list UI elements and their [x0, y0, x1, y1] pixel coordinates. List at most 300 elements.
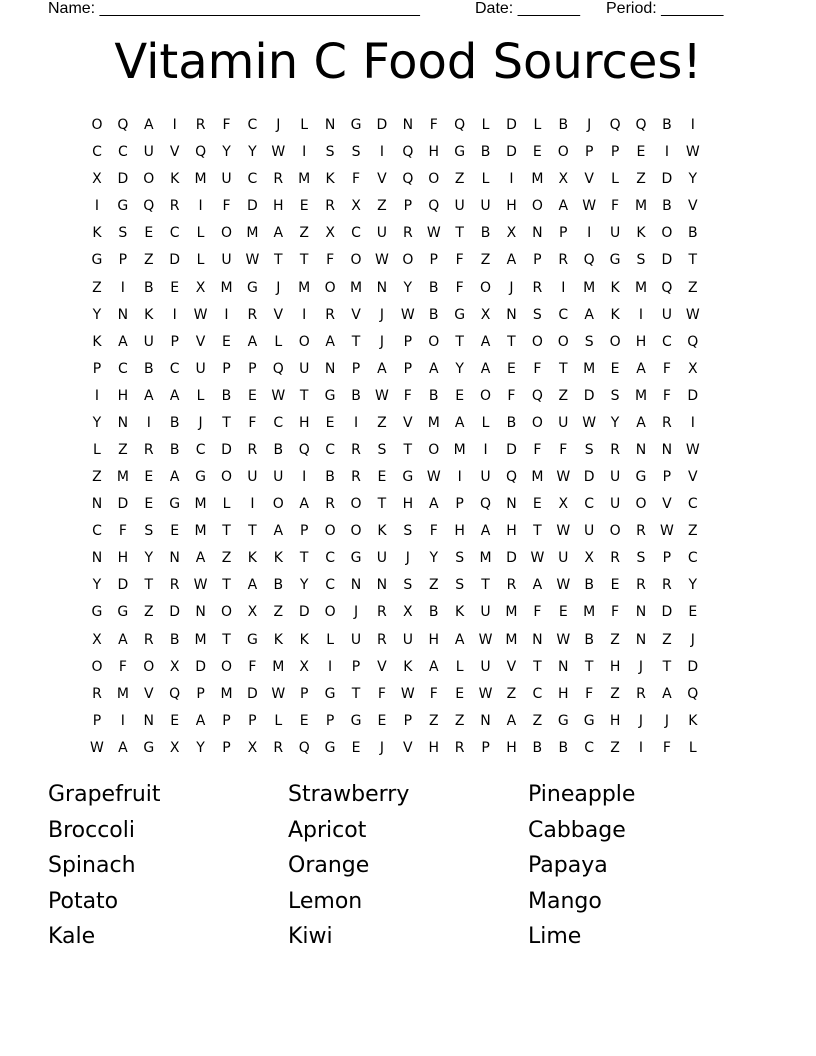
- grid-letter[interactable]: H: [117, 387, 129, 404]
- grid-letter[interactable]: F: [118, 658, 127, 675]
- grid-letter[interactable]: D: [661, 604, 673, 621]
- grid-letter[interactable]: G: [454, 144, 466, 161]
- grid-letter[interactable]: N: [661, 441, 673, 458]
- grid-letter[interactable]: V: [273, 306, 284, 323]
- grid-letter[interactable]: E: [170, 279, 180, 296]
- grid-letter[interactable]: M: [505, 604, 518, 621]
- grid-letter[interactable]: M: [634, 198, 648, 215]
- grid-letter[interactable]: Q: [687, 333, 699, 350]
- grid-letter[interactable]: B: [558, 739, 569, 756]
- grid-letter[interactable]: A: [558, 198, 569, 215]
- grid-letter[interactable]: A: [169, 469, 180, 486]
- grid-letter[interactable]: U: [195, 360, 206, 377]
- grid-letter[interactable]: P: [92, 360, 102, 377]
- grid-letter[interactable]: M: [220, 279, 233, 296]
- grid-letter[interactable]: K: [688, 712, 698, 729]
- grid-letter[interactable]: V: [688, 469, 698, 486]
- grid-letter[interactable]: W: [271, 685, 286, 702]
- grid-letter[interactable]: O: [324, 604, 336, 621]
- grid-letter[interactable]: T: [403, 441, 413, 458]
- grid-letter[interactable]: S: [610, 387, 620, 404]
- grid-letter[interactable]: U: [143, 144, 154, 161]
- grid-letter[interactable]: F: [429, 523, 438, 540]
- grid-letter[interactable]: A: [454, 631, 465, 648]
- grid-letter[interactable]: D: [221, 441, 232, 458]
- grid-letter[interactable]: B: [428, 387, 439, 404]
- grid-letter[interactable]: X: [506, 225, 517, 242]
- grid-letter[interactable]: Z: [221, 550, 232, 567]
- grid-letter[interactable]: H: [506, 198, 517, 215]
- grid-letter[interactable]: C: [325, 550, 335, 567]
- grid-letter[interactable]: L: [455, 658, 464, 675]
- grid-letter[interactable]: H: [428, 144, 439, 161]
- grid-letter[interactable]: K: [325, 171, 335, 188]
- grid-letter[interactable]: T: [299, 550, 309, 567]
- grid-letter[interactable]: R: [195, 117, 206, 134]
- grid-letter[interactable]: C: [195, 441, 206, 458]
- grid-letter[interactable]: R: [506, 577, 517, 594]
- grid-letter[interactable]: U: [221, 171, 232, 188]
- grid-letter[interactable]: Q: [635, 117, 647, 134]
- grid-letter[interactable]: X: [558, 496, 569, 513]
- grid-letter[interactable]: R: [351, 469, 361, 486]
- grid-letter[interactable]: M: [583, 279, 596, 296]
- grid-letter[interactable]: Y: [455, 360, 464, 377]
- grid-letter[interactable]: X: [351, 198, 361, 215]
- grid-letter[interactable]: C: [325, 577, 335, 594]
- grid-letter[interactable]: W: [556, 631, 571, 648]
- grid-letter[interactable]: M: [453, 441, 466, 458]
- grid-letter[interactable]: U: [376, 225, 388, 242]
- grid-letter[interactable]: R: [273, 171, 284, 188]
- grid-letter[interactable]: A: [325, 333, 335, 350]
- grid-letter[interactable]: A: [428, 360, 439, 377]
- grid-letter[interactable]: O: [220, 658, 232, 675]
- grid-letter[interactable]: O: [324, 523, 336, 540]
- grid-letter[interactable]: O: [480, 279, 492, 296]
- grid-letter[interactable]: C: [662, 333, 672, 350]
- grid-letter[interactable]: C: [247, 117, 258, 134]
- grid-letter[interactable]: Z: [610, 685, 620, 702]
- grid-letter[interactable]: B: [143, 279, 154, 296]
- grid-letter[interactable]: J: [353, 604, 359, 621]
- grid-letter[interactable]: T: [533, 658, 542, 675]
- grid-letter[interactable]: A: [480, 333, 491, 350]
- grid-letter[interactable]: R: [143, 441, 154, 458]
- grid-letter[interactable]: C: [532, 685, 543, 702]
- grid-letter[interactable]: J: [379, 306, 384, 323]
- grid-letter[interactable]: A: [247, 577, 258, 594]
- grid-letter[interactable]: Q: [428, 198, 440, 215]
- grid-letter[interactable]: V: [506, 658, 517, 675]
- grid-letter[interactable]: V: [143, 685, 154, 702]
- grid-letter[interactable]: O: [272, 496, 284, 513]
- grid-letter[interactable]: P: [403, 712, 413, 729]
- grid-letter[interactable]: N: [376, 577, 388, 594]
- grid-letter[interactable]: P: [429, 252, 438, 269]
- grid-letter[interactable]: U: [454, 198, 465, 215]
- grid-letter[interactable]: S: [351, 144, 361, 161]
- grid-letter[interactable]: B: [662, 198, 672, 215]
- grid-letter[interactable]: C: [117, 144, 128, 161]
- grid-letter[interactable]: U: [350, 631, 362, 648]
- grid-letter[interactable]: G: [557, 712, 569, 729]
- grid-letter[interactable]: T: [144, 577, 154, 594]
- grid-letter[interactable]: D: [661, 252, 673, 269]
- grid-letter[interactable]: E: [222, 333, 231, 350]
- grid-letter[interactable]: S: [403, 577, 413, 594]
- grid-letter[interactable]: E: [299, 712, 309, 729]
- grid-letter[interactable]: A: [506, 712, 517, 729]
- grid-letter[interactable]: T: [222, 577, 231, 594]
- grid-letter[interactable]: C: [273, 414, 284, 431]
- grid-letter[interactable]: M: [634, 387, 648, 404]
- grid-letter[interactable]: P: [299, 523, 309, 540]
- grid-letter[interactable]: A: [118, 739, 128, 756]
- period-field[interactable]: Period: _______: [606, 0, 724, 17]
- grid-letter[interactable]: U: [558, 414, 569, 431]
- grid-letter[interactable]: P: [222, 360, 231, 377]
- grid-letter[interactable]: V: [377, 658, 387, 675]
- grid-letter[interactable]: L: [688, 739, 697, 756]
- grid-letter[interactable]: H: [454, 523, 465, 540]
- grid-letter[interactable]: N: [91, 496, 103, 513]
- grid-letter[interactable]: E: [532, 496, 542, 513]
- grid-letter[interactable]: N: [117, 414, 129, 431]
- grid-letter[interactable]: A: [299, 496, 309, 513]
- grid-letter[interactable]: K: [377, 523, 387, 540]
- grid-letter[interactable]: I: [172, 306, 177, 323]
- grid-letter[interactable]: J: [664, 712, 669, 729]
- grid-letter[interactable]: W: [400, 685, 415, 702]
- grid-letter[interactable]: D: [247, 198, 258, 215]
- grid-letter[interactable]: B: [480, 225, 491, 242]
- grid-letter[interactable]: S: [636, 550, 646, 567]
- grid-letter[interactable]: X: [169, 739, 180, 756]
- grid-letter[interactable]: C: [351, 225, 361, 242]
- grid-letter[interactable]: M: [194, 171, 207, 188]
- grid-letter[interactable]: V: [403, 739, 413, 756]
- grid-letter[interactable]: W: [375, 252, 389, 269]
- grid-letter[interactable]: G: [583, 712, 595, 729]
- grid-letter[interactable]: A: [532, 577, 543, 594]
- grid-letter[interactable]: O: [557, 333, 569, 350]
- grid-letter[interactable]: N: [532, 631, 543, 648]
- grid-letter[interactable]: S: [403, 523, 413, 540]
- grid-letter[interactable]: B: [221, 387, 232, 404]
- grid-letter[interactable]: L: [300, 117, 309, 134]
- grid-letter[interactable]: G: [246, 279, 258, 296]
- grid-letter[interactable]: Z: [688, 523, 698, 540]
- grid-letter[interactable]: D: [247, 685, 258, 702]
- grid-letter[interactable]: G: [635, 469, 647, 486]
- grid-letter[interactable]: Z: [428, 712, 439, 729]
- grid-letter[interactable]: C: [92, 144, 102, 161]
- grid-letter[interactable]: C: [687, 550, 698, 567]
- grid-letter[interactable]: L: [93, 441, 101, 458]
- grid-letter[interactable]: M: [505, 631, 518, 648]
- grid-letter[interactable]: L: [222, 496, 231, 513]
- grid-letter[interactable]: I: [379, 144, 384, 161]
- grid-letter[interactable]: Z: [377, 414, 387, 431]
- grid-letter[interactable]: F: [118, 523, 127, 540]
- grid-letter[interactable]: F: [585, 685, 594, 702]
- grid-letter[interactable]: P: [662, 469, 672, 486]
- grid-letter[interactable]: P: [325, 712, 335, 729]
- grid-letter[interactable]: L: [481, 117, 490, 134]
- grid-letter[interactable]: Z: [143, 604, 154, 621]
- grid-letter[interactable]: Q: [298, 739, 310, 756]
- grid-letter[interactable]: E: [377, 469, 387, 486]
- grid-letter[interactable]: W: [582, 414, 597, 431]
- grid-letter[interactable]: N: [91, 550, 103, 567]
- grid-letter[interactable]: F: [248, 658, 257, 675]
- grid-letter[interactable]: E: [507, 360, 516, 377]
- grid-letter[interactable]: P: [222, 712, 231, 729]
- grid-letter[interactable]: A: [118, 333, 128, 350]
- grid-letter[interactable]: E: [351, 739, 361, 756]
- grid-letter[interactable]: X: [195, 279, 206, 296]
- grid-letter[interactable]: F: [222, 198, 231, 215]
- grid-letter[interactable]: K: [170, 171, 180, 188]
- grid-letter[interactable]: B: [428, 279, 439, 296]
- grid-letter[interactable]: F: [351, 171, 361, 188]
- grid-letter[interactable]: D: [506, 144, 517, 161]
- grid-letter[interactable]: F: [429, 117, 438, 134]
- grid-letter[interactable]: B: [558, 117, 569, 134]
- grid-letter[interactable]: V: [169, 144, 180, 161]
- name-field[interactable]: Name: ____________________________________: [48, 0, 420, 17]
- grid-letter[interactable]: P: [170, 333, 179, 350]
- grid-letter[interactable]: Z: [273, 604, 284, 621]
- grid-letter[interactable]: Q: [609, 117, 621, 134]
- grid-letter[interactable]: I: [561, 279, 566, 296]
- grid-letter[interactable]: F: [222, 117, 231, 134]
- grid-letter[interactable]: D: [376, 117, 388, 134]
- grid-letter[interactable]: M: [531, 171, 544, 188]
- grid-letter[interactable]: G: [324, 685, 336, 702]
- grid-letter[interactable]: K: [273, 631, 283, 648]
- grid-letter[interactable]: T: [299, 252, 309, 269]
- grid-letter[interactable]: F: [662, 387, 671, 404]
- grid-letter[interactable]: D: [687, 387, 699, 404]
- grid-letter[interactable]: D: [195, 658, 206, 675]
- grid-letter[interactable]: Z: [454, 171, 465, 188]
- grid-letter[interactable]: G: [454, 306, 466, 323]
- grid-letter[interactable]: R: [377, 604, 387, 621]
- grid-letter[interactable]: E: [144, 469, 154, 486]
- grid-letter[interactable]: Q: [661, 279, 673, 296]
- grid-letter[interactable]: Q: [583, 252, 595, 269]
- grid-letter[interactable]: X: [688, 360, 698, 377]
- grid-letter[interactable]: P: [403, 198, 413, 215]
- grid-letter[interactable]: R: [558, 252, 569, 269]
- grid-letter[interactable]: B: [506, 414, 517, 431]
- grid-letter[interactable]: W: [556, 469, 571, 486]
- grid-letter[interactable]: T: [455, 333, 464, 350]
- grid-letter[interactable]: A: [636, 360, 646, 377]
- grid-letter[interactable]: T: [274, 252, 283, 269]
- grid-letter[interactable]: C: [325, 441, 335, 458]
- grid-letter[interactable]: J: [379, 333, 384, 350]
- grid-letter[interactable]: N: [635, 604, 647, 621]
- grid-letter[interactable]: R: [636, 577, 646, 594]
- grid-letter[interactable]: U: [247, 469, 258, 486]
- grid-letter[interactable]: H: [506, 739, 517, 756]
- grid-letter[interactable]: U: [480, 658, 491, 675]
- grid-letter[interactable]: L: [274, 333, 283, 350]
- grid-letter[interactable]: B: [169, 414, 180, 431]
- grid-letter[interactable]: A: [506, 252, 517, 269]
- grid-letter[interactable]: W: [478, 685, 493, 702]
- grid-letter[interactable]: V: [662, 496, 672, 513]
- grid-letter[interactable]: M: [479, 550, 492, 567]
- grid-letter[interactable]: Q: [195, 144, 207, 161]
- grid-letter[interactable]: H: [428, 631, 439, 648]
- grid-letter[interactable]: I: [302, 144, 307, 161]
- grid-letter[interactable]: O: [143, 171, 155, 188]
- grid-letter[interactable]: X: [480, 306, 491, 323]
- grid-letter[interactable]: P: [403, 360, 413, 377]
- grid-letter[interactable]: P: [299, 685, 309, 702]
- grid-letter[interactable]: P: [481, 739, 490, 756]
- grid-letter[interactable]: I: [224, 306, 229, 323]
- grid-letter[interactable]: N: [169, 550, 180, 567]
- grid-letter[interactable]: I: [146, 414, 151, 431]
- grid-letter[interactable]: O: [661, 225, 673, 242]
- grid-letter[interactable]: M: [583, 360, 596, 377]
- grid-letter[interactable]: N: [506, 306, 517, 323]
- grid-letter[interactable]: U: [376, 550, 388, 567]
- grid-letter[interactable]: N: [195, 604, 206, 621]
- grid-letter[interactable]: A: [428, 658, 439, 675]
- grid-letter[interactable]: O: [324, 279, 336, 296]
- grid-letter[interactable]: B: [325, 469, 335, 486]
- grid-letter[interactable]: T: [455, 225, 464, 242]
- grid-letter[interactable]: P: [533, 252, 542, 269]
- grid-letter[interactable]: A: [273, 523, 284, 540]
- grid-letter[interactable]: S: [377, 441, 387, 458]
- grid-letter[interactable]: E: [532, 144, 542, 161]
- grid-letter[interactable]: P: [222, 739, 231, 756]
- grid-letter[interactable]: U: [609, 496, 621, 513]
- grid-letter[interactable]: U: [584, 523, 595, 540]
- grid-letter[interactable]: W: [582, 198, 597, 215]
- grid-letter[interactable]: L: [196, 225, 205, 242]
- grid-letter[interactable]: K: [403, 658, 413, 675]
- grid-letter[interactable]: K: [273, 550, 283, 567]
- grid-letter[interactable]: A: [377, 360, 387, 377]
- grid-letter[interactable]: F: [559, 441, 568, 458]
- grid-letter[interactable]: E: [299, 198, 309, 215]
- grid-letter[interactable]: W: [426, 225, 441, 242]
- grid-letter[interactable]: Y: [610, 414, 620, 431]
- grid-letter[interactable]: F: [326, 252, 335, 269]
- grid-letter[interactable]: M: [298, 279, 311, 296]
- grid-letter[interactable]: U: [558, 550, 569, 567]
- grid-letter[interactable]: M: [246, 225, 259, 242]
- grid-letter[interactable]: R: [454, 739, 465, 756]
- grid-letter[interactable]: J: [638, 658, 644, 675]
- grid-letter[interactable]: K: [610, 279, 620, 296]
- grid-letter[interactable]: M: [583, 604, 596, 621]
- grid-letter[interactable]: I: [328, 658, 333, 675]
- grid-letter[interactable]: E: [688, 604, 698, 621]
- grid-letter[interactable]: T: [351, 685, 361, 702]
- grid-letter[interactable]: D: [117, 577, 129, 594]
- grid-letter[interactable]: B: [662, 117, 672, 134]
- grid-letter[interactable]: K: [144, 306, 154, 323]
- grid-letter[interactable]: D: [506, 441, 517, 458]
- grid-letter[interactable]: K: [247, 550, 257, 567]
- grid-letter[interactable]: G: [91, 252, 103, 269]
- grid-letter[interactable]: C: [247, 171, 258, 188]
- grid-letter[interactable]: L: [481, 171, 490, 188]
- grid-letter[interactable]: X: [247, 739, 258, 756]
- grid-letter[interactable]: E: [377, 712, 387, 729]
- grid-letter[interactable]: V: [688, 198, 698, 215]
- grid-letter[interactable]: T: [584, 658, 594, 675]
- grid-letter[interactable]: O: [428, 171, 440, 188]
- grid-letter[interactable]: M: [634, 279, 648, 296]
- grid-letter[interactable]: W: [556, 577, 571, 594]
- grid-letter[interactable]: Z: [377, 198, 387, 215]
- grid-letter[interactable]: S: [584, 333, 594, 350]
- grid-letter[interactable]: A: [584, 306, 594, 323]
- grid-letter[interactable]: R: [377, 631, 387, 648]
- grid-letter[interactable]: P: [559, 225, 568, 242]
- grid-letter[interactable]: U: [480, 604, 491, 621]
- grid-letter[interactable]: J: [690, 631, 695, 648]
- grid-letter[interactable]: Z: [454, 712, 465, 729]
- grid-letter[interactable]: Y: [299, 577, 309, 594]
- grid-letter[interactable]: W: [400, 306, 415, 323]
- grid-letter[interactable]: B: [169, 441, 180, 458]
- grid-letter[interactable]: I: [172, 117, 177, 134]
- grid-letter[interactable]: G: [195, 469, 206, 486]
- grid-letter[interactable]: B: [169, 631, 180, 648]
- grid-letter[interactable]: X: [92, 171, 102, 188]
- grid-letter[interactable]: E: [170, 523, 180, 540]
- grid-letter[interactable]: M: [531, 469, 544, 486]
- grid-letter[interactable]: F: [455, 252, 464, 269]
- grid-letter[interactable]: X: [403, 604, 413, 621]
- grid-letter[interactable]: I: [198, 198, 203, 215]
- grid-letter[interactable]: D: [169, 604, 181, 621]
- grid-letter[interactable]: L: [611, 171, 619, 188]
- grid-letter[interactable]: Q: [454, 117, 466, 134]
- grid-letter[interactable]: M: [272, 658, 285, 675]
- grid-letter[interactable]: Z: [662, 631, 672, 648]
- grid-letter[interactable]: P: [196, 685, 205, 702]
- grid-letter[interactable]: I: [302, 306, 307, 323]
- grid-letter[interactable]: H: [609, 712, 621, 729]
- grid-letter[interactable]: B: [428, 306, 439, 323]
- grid-letter[interactable]: U: [661, 306, 673, 323]
- grid-letter[interactable]: A: [273, 225, 284, 242]
- grid-letter[interactable]: E: [144, 496, 154, 513]
- grid-letter[interactable]: Q: [402, 144, 414, 161]
- grid-letter[interactable]: Z: [299, 225, 309, 242]
- grid-letter[interactable]: N: [532, 225, 543, 242]
- grid-letter[interactable]: N: [376, 279, 388, 296]
- grid-letter[interactable]: U: [480, 469, 491, 486]
- grid-letter[interactable]: O: [531, 198, 543, 215]
- grid-letter[interactable]: B: [273, 441, 284, 458]
- grid-letter[interactable]: M: [116, 685, 129, 702]
- grid-letter[interactable]: B: [687, 225, 698, 242]
- grid-letter[interactable]: G: [117, 604, 129, 621]
